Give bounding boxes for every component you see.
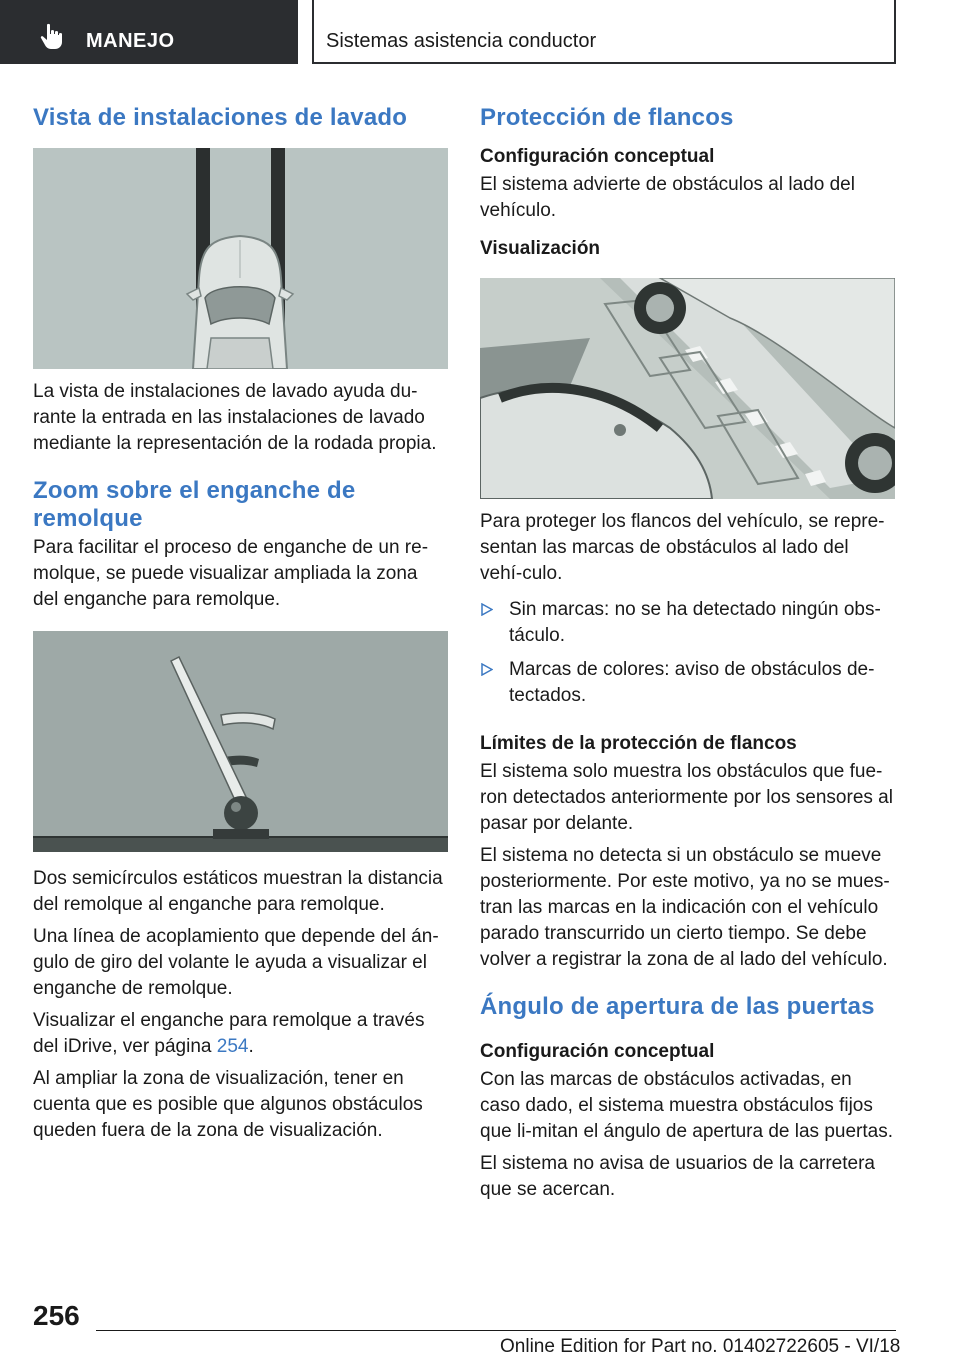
flank-protection-figure <box>480 278 895 499</box>
right-column <box>480 100 895 1203</box>
heading-flank-protection: Protección de flancos <box>480 104 734 131</box>
paragraph-display: Para proteger los flancos del vehículo, se repre-sentan las marcas de obstáculos al lado del vehí-culo. <box>480 511 885 584</box>
paragraph-zoom-note: Al ampliar la zona de visualización, tener en cuenta que es posible que algunos obstáculos queden fuera de la zona de visualización. <box>33 1068 423 1141</box>
triangle-bullet-icon <box>481 603 493 616</box>
hitch-zoom-figure <box>33 631 448 852</box>
subheading-concept-1: Configuración conceptual <box>480 146 715 167</box>
paragraph-limits-1: El sistema solo muestra los obstáculos que fue-ron detectados anteriormente por los sensores al pasar por delante. <box>480 761 893 834</box>
left-column <box>33 100 448 1144</box>
triangle-bullet-icon <box>481 663 493 676</box>
list-item <box>480 597 895 649</box>
paragraph-idrive <box>33 1008 448 1060</box>
footer-edition: Online Edition for Part no. 01402722605 - VI/18 <box>500 1336 901 1357</box>
paragraph-semicircles: Dos semicírculos estáticos muestran la distancia del remolque al enganche para remolque. <box>33 868 443 915</box>
section-label: MANEJO <box>86 30 175 52</box>
heading-hitch-zoom: Zoom sobre el enganche de remolque <box>33 477 356 532</box>
list-item-text: Sin marcas: no se ha detectado ningún obs-táculo. <box>509 599 881 646</box>
list-item-text: Marcas de colores: aviso de obstáculos de-tectados. <box>509 659 875 706</box>
list-item <box>480 657 895 709</box>
subheading-limits: Límites de la protección de flancos <box>480 733 797 754</box>
idrive-period: . <box>248 1036 254 1057</box>
paragraph-concept-3: El sistema no avisa de usuarios de la carretera que se acercan. <box>480 1153 875 1200</box>
page-link-254[interactable]: 254 <box>216 1036 249 1057</box>
heading-wash-view: Vista de instalaciones de lavado <box>33 104 408 131</box>
paragraph-hitch-zoom: Para facilitar el proceso de enganche de un re-molque, se puede visualizar ampliada la zona del enganche para remolque. <box>33 537 429 610</box>
chapter-title: Sistemas asistencia conductor <box>326 30 597 52</box>
paragraph-limits-2: El sistema no detecta si un obstáculo se mueve posteriormente. Por este motivo, ya no se mues-tran las marcas en la indicación con el vehículo parado transcurrido un cierto tiempo. Se debe volver a registrar la zona de al lado del vehículo. <box>480 845 890 970</box>
page-number: 256 <box>33 1300 80 1331</box>
car-wash-figure <box>33 148 448 369</box>
marks-list <box>480 597 895 709</box>
paragraph-concept-2: Con las marcas de obstáculos activadas, en caso dado, el sistema muestra obstáculos fijos que li-mitan el ángulo de apertura de las puertas. <box>480 1069 893 1142</box>
heading-door-angle: Ángulo de apertura de las puertas <box>480 993 875 1020</box>
hand-pointer-icon <box>38 22 66 50</box>
subheading-concept-2: Configuración conceptual <box>480 1041 715 1062</box>
paragraph-wash-view: La vista de instalaciones de lavado ayuda du-rante la entrada en las instalaciones de lavado mediante la representación de la rodada propia. <box>33 381 437 454</box>
paragraph-concept-1: El sistema advierte de obstáculos al lado del vehículo. <box>480 174 855 221</box>
paragraph-coupling-line: Una línea de acoplamiento que depende del án-gulo de giro del volante le ayuda a visualizar el enganche de remolque. <box>33 926 439 999</box>
subheading-display: Visualización <box>480 238 601 259</box>
footer-divider <box>96 1330 896 1331</box>
idrive-text: Visualizar el enganche para remolque a través del iDrive, ver página <box>33 1010 425 1057</box>
